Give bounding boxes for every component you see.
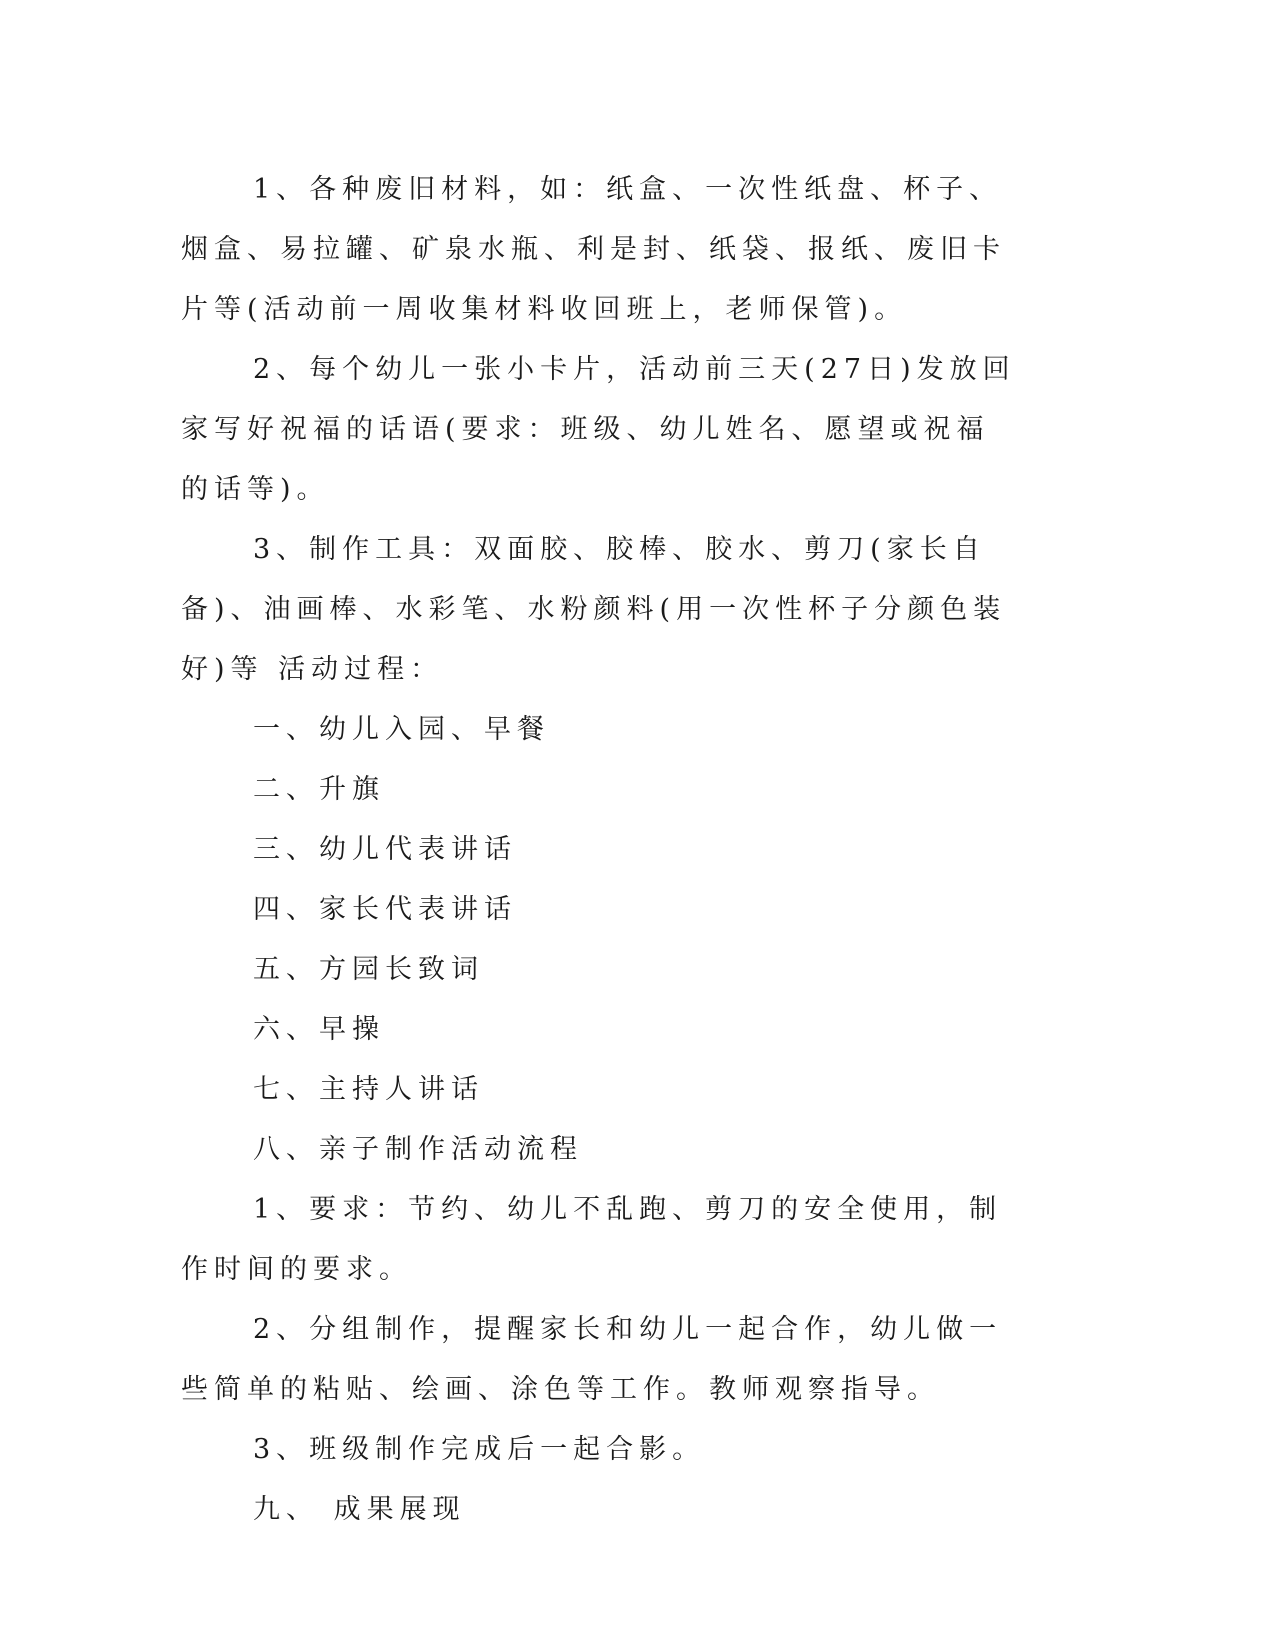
materials-item-1: 1、各种废旧材料，如：纸盒、一次性纸盘、杯子、烟盒、易拉罐、矿泉水瓶、利是封、纸袋、报纸、废旧卡片等(活动前一周收集材料收回班上，老师保管)。 — [181, 174, 1006, 325]
activity-requirement-3: 3、班级制作完成后一起合影。 — [253, 1434, 706, 1465]
process-step-3: 三、幼儿代表讲话 — [253, 834, 517, 865]
materials-item-2: 2、每个幼儿一张小卡片，活动前三天(27日)发放回家写好祝福的话语(要求：班级、幼儿姓名、愿望或祝福的话等)。 — [181, 354, 1016, 505]
process-step-4: 四、家长代表讲话 — [253, 894, 517, 925]
process-step-8: 八、亲子制作活动流程 — [253, 1134, 583, 1165]
process-step-9: 九、 成果展现 — [253, 1494, 466, 1525]
process-step-5: 五、方园长致词 — [253, 954, 484, 985]
materials-item-3: 3、制作工具：双面胶、胶棒、胶水、剪刀(家长自备)、油画棒、水彩笔、水粉颜料(用一次性杯子分颜色装好)等 活动过程： — [181, 534, 1007, 685]
document-body — [181, 160, 1021, 1540]
activity-requirement-2: 2、分组制作，提醒家长和幼儿一起合作，幼儿做一些简单的粘贴、绘画、涂色等工作。教师观察指导。 — [181, 1314, 1003, 1405]
process-step-6: 六、早操 — [253, 1014, 385, 1045]
process-step-2: 二、升旗 — [253, 774, 385, 805]
process-step-7: 七、主持人讲话 — [253, 1074, 484, 1105]
activity-requirement-1: 1、要求：节约、幼儿不乱跑、剪刀的安全使用，制作时间的要求。 — [181, 1194, 1003, 1285]
process-step-1: 一、幼儿入园、早餐 — [253, 714, 550, 745]
